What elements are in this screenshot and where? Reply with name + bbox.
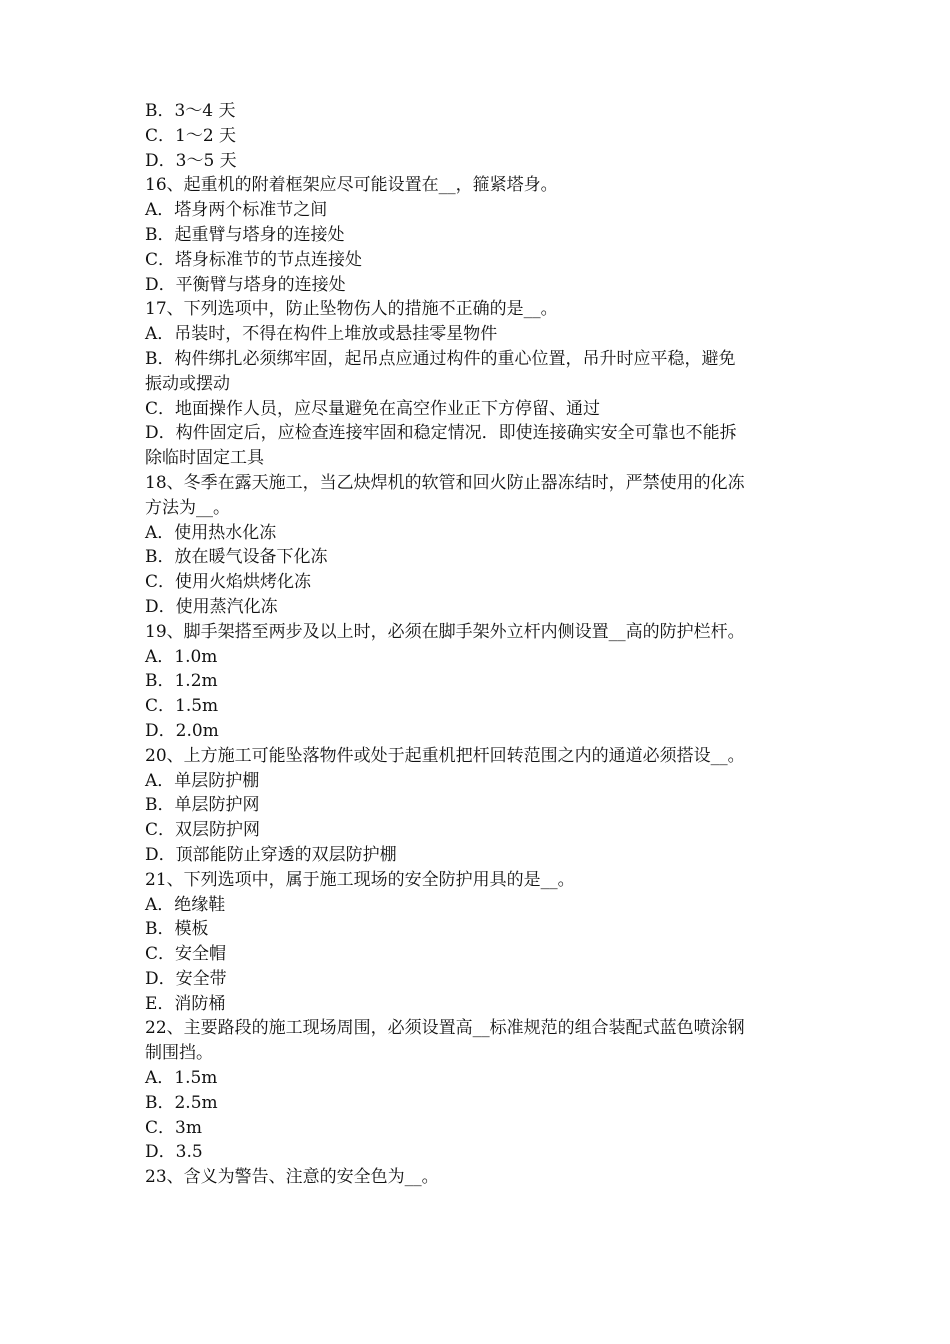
text-line: 振动或摆动 bbox=[145, 373, 230, 394]
text-line: 方法为__。 bbox=[145, 497, 230, 518]
text-line: C．使用火焰烘烤化冻 bbox=[145, 572, 312, 593]
text-line: A．绝缘鞋 bbox=[145, 894, 226, 915]
text-line: B．模板 bbox=[145, 919, 209, 940]
text-line: 20、上方施工可能坠落物件或处于起重机把杆回转范围之内的通道必须搭设__。 bbox=[145, 745, 745, 766]
text-line: D．3～5 天 bbox=[145, 150, 237, 171]
text-line: 制围挡。 bbox=[145, 1043, 213, 1064]
text-line: 16、起重机的附着框架应尽可能设置在__，箍紧塔身。 bbox=[145, 175, 558, 196]
text-line: 除临时固定工具 bbox=[145, 448, 264, 469]
text-line: D．2.0m bbox=[145, 720, 219, 741]
text-line: A．1.0m bbox=[145, 646, 218, 667]
text-line: B．2.5m bbox=[145, 1092, 218, 1113]
text-line: B．1.2m bbox=[145, 671, 218, 692]
text-line: C．安全帽 bbox=[145, 944, 227, 965]
text-line: 22、主要路段的施工现场周围，必须设置高__标准规范的组合装配式蓝色喷涂钢 bbox=[145, 1018, 745, 1039]
text-line: B．单层防护网 bbox=[145, 795, 260, 816]
text-line: A．1.5m bbox=[145, 1068, 218, 1089]
text-line: C．3m bbox=[145, 1117, 202, 1138]
text-line: E．消防桶 bbox=[145, 993, 226, 1014]
text-line: C．地面操作人员，应尽量避免在高空作业正下方停留、通过 bbox=[145, 398, 601, 419]
text-line: A．塔身两个标准节之间 bbox=[145, 200, 328, 221]
text-line: D．构件固定后，应检查连接牢固和稳定情况．即使连接确实安全可靠也不能拆 bbox=[145, 423, 737, 444]
text-line: C．塔身标准节的节点连接处 bbox=[145, 249, 363, 270]
text-line: D．平衡臂与塔身的连接处 bbox=[145, 274, 346, 295]
text-line: B．放在暖气设备下化冻 bbox=[145, 547, 328, 568]
text-line: A．使用热水化冻 bbox=[145, 522, 277, 543]
text-line: D．顶部能防止穿透的双层防护棚 bbox=[145, 844, 397, 865]
text-line: D．使用蒸汽化冻 bbox=[145, 596, 278, 617]
text-line: D．3.5 bbox=[145, 1142, 203, 1163]
text-line: 19、脚手架搭至两步及以上时，必须在脚手架外立杆内侧设置__高的防护栏杆。 bbox=[145, 621, 745, 642]
text-line: B．3～4 天 bbox=[145, 101, 236, 121]
text-line: B．构件绑扎必须绑牢固，起吊点应通过构件的重心位置，吊升时应平稳，避免 bbox=[145, 348, 736, 369]
text-line: C．1～2 天 bbox=[145, 125, 237, 146]
text-line: 18、冬季在露天施工，当乙炔焊机的软管和回火防止器冻结时，严禁使用的化冻 bbox=[145, 472, 745, 493]
text-line: 23、含义为警告、注意的安全色为__。 bbox=[145, 1167, 439, 1188]
text-line: 21、下列选项中，属于施工现场的安全防护用具的是__。 bbox=[145, 869, 575, 890]
text-line: A．单层防护棚 bbox=[145, 770, 260, 791]
document-page bbox=[145, 99, 815, 1190]
text-line: A．吊装时，不得在构件上堆放或悬挂零星物件 bbox=[145, 324, 498, 345]
text-line: C．1.5m bbox=[145, 696, 219, 717]
text-line: C．双层防护网 bbox=[145, 820, 261, 841]
text-line: B．起重臂与塔身的连接处 bbox=[145, 224, 345, 245]
text-line: D．安全带 bbox=[145, 968, 227, 989]
text-line: 17、下列选项中，防止坠物伤人的措施不正确的是__。 bbox=[145, 299, 558, 320]
